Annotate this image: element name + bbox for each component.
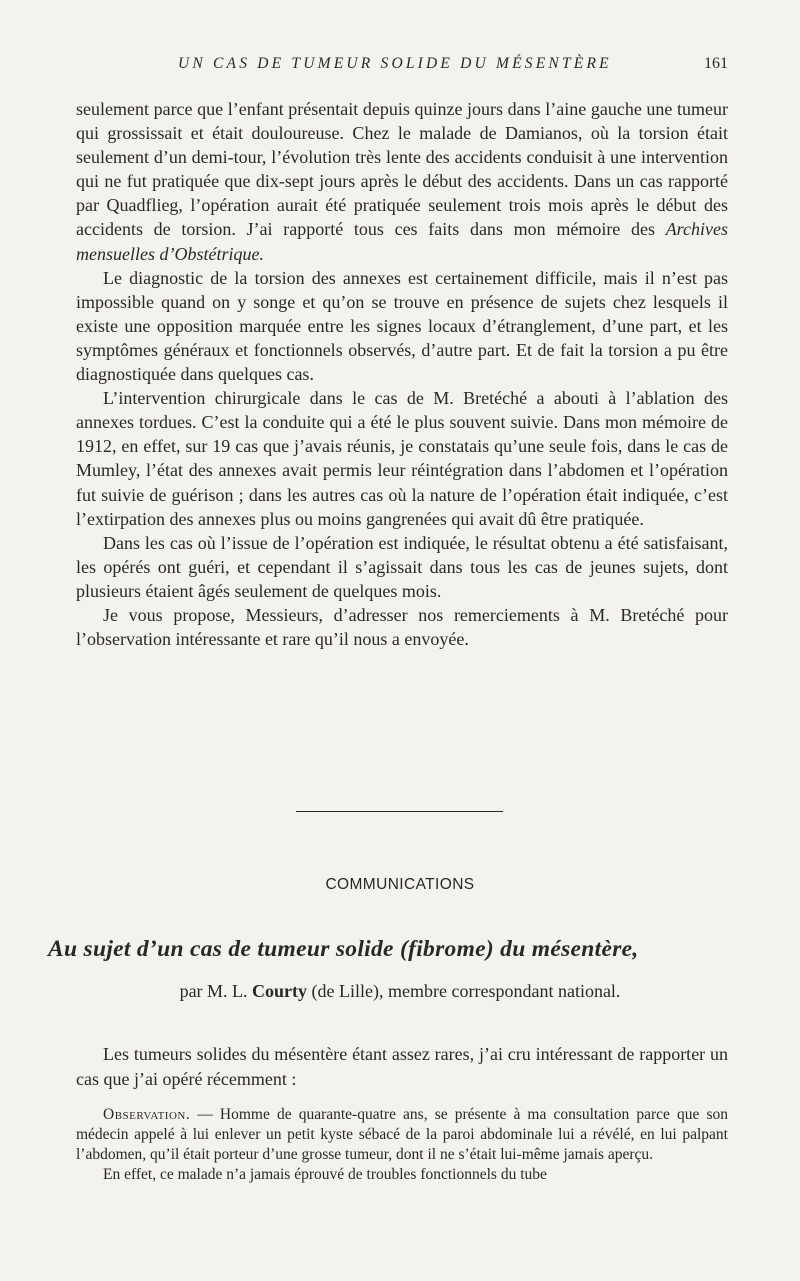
article-title: Au sujet d’un cas de tumeur solide (fibrome) du mésentère, bbox=[48, 936, 639, 962]
running-head bbox=[0, 55, 800, 79]
journal-title: Archives mensuelles d’Obstétrique. bbox=[76, 219, 728, 264]
observation-label: Observation. bbox=[103, 1106, 191, 1123]
paragraph: Dans les cas où l’issue de l’opération est indiquée, le résultat obtenu a été satisfaisant, les opérés ont guéri, et cependant il s’agissait dans tous les cas de jeunes sujets, dont plusieurs étaient âgés seulement de quelques mois. bbox=[76, 532, 728, 601]
author-name: Courty bbox=[252, 981, 308, 1001]
paragraph: L’intervention chirurgicale dans le cas de M. Bretéché a abouti à l’ablation des annexes tordues. C’est la conduite qui a été le plus souvent suivie. Dans mon mémoire de 1912, en effet, sur 19 cas que j’avais réunis, je constatais qu’une seule fois, dans le cas de Mumley, l’état des annexes avait permis leur réintégration dans l’abdomen et l’opération fut suivie de guérison ; dans les autres cas où la nature de l’opération était indiquée, c’est l’extirpation des annexes plus ou moins gangrenées qui avait dû être pratiquée. bbox=[76, 388, 728, 529]
byline-prefix: par M. L. bbox=[179, 981, 253, 1001]
previous-article-body bbox=[76, 97, 728, 651]
observation-paragraph: En effet, ce malade n’a jamais éprouvé de troubles fonctionnels du tube bbox=[103, 1166, 547, 1183]
section-separator bbox=[296, 811, 503, 812]
running-title: UN CAS DE TUMEUR SOLIDE DU MÉSENTÈRE bbox=[178, 55, 612, 72]
article-lead bbox=[76, 1042, 728, 1091]
observation-text: — Homme de quarante-quatre ans, se présente à ma consultation parce que son médecin appelé à lui enlever un petit kyste sébacé de la paroi abdominale lui a révélé, en lui palpant l’abdomen, qu’il était porteur d’une grosse tumeur, dont il ne s’était lui-même jamais aperçu. bbox=[76, 1106, 728, 1163]
paragraph: Je vous propose, Messieurs, d’adresser nos remerciements à M. Bretéché pour l’observation intéressante et rare qu’il nous a envoyée. bbox=[76, 604, 728, 650]
observation bbox=[76, 1105, 728, 1185]
page-number: 161 bbox=[704, 55, 728, 72]
paragraph-text: seulement parce que l’enfant présentait depuis quinze jours dans l’aine gauche une tumeur qui grossissait et était douloureuse. Chez le malade de Damianos, où la torsion était seulement d’un demi-tour, l’évolution très lente des accidents conduisit à une intervention qui ne fut pratiquée que dix-sept jours après le début des accidents. Dans un cas rapporté par Quadflieg, l’opération aurait été pratiquée seulement trois mois après le début des accidents de torsion. J’ai rapporté tous ces faits dans mon mémoire des bbox=[76, 99, 728, 240]
observation-paragraph bbox=[76, 1105, 728, 1165]
byline bbox=[0, 981, 800, 1002]
section-heading: COMMUNICATIONS bbox=[325, 876, 475, 893]
lead-paragraph: Les tumeurs solides du mésentère étant assez rares, j’ai cru intéressant de rapporter un cas que j’ai opéré récemment : bbox=[76, 1044, 728, 1089]
paragraph bbox=[76, 97, 728, 266]
paragraph: Le diagnostic de la torsion des annexes est certainement difficile, mais il n’est pas impossible quand on y songe et qu’on se trouve en présence de sujets chez lesquels il existe une opposition marquée entre les signes locaux d’étranglement, d’une part, et les symptômes généraux et fonctionnels observés, d’autre part. Et de fait la torsion a pu être diagnostiquée dans quelques cas. bbox=[76, 267, 728, 385]
byline-suffix: (de Lille), membre correspondant national. bbox=[307, 981, 621, 1001]
